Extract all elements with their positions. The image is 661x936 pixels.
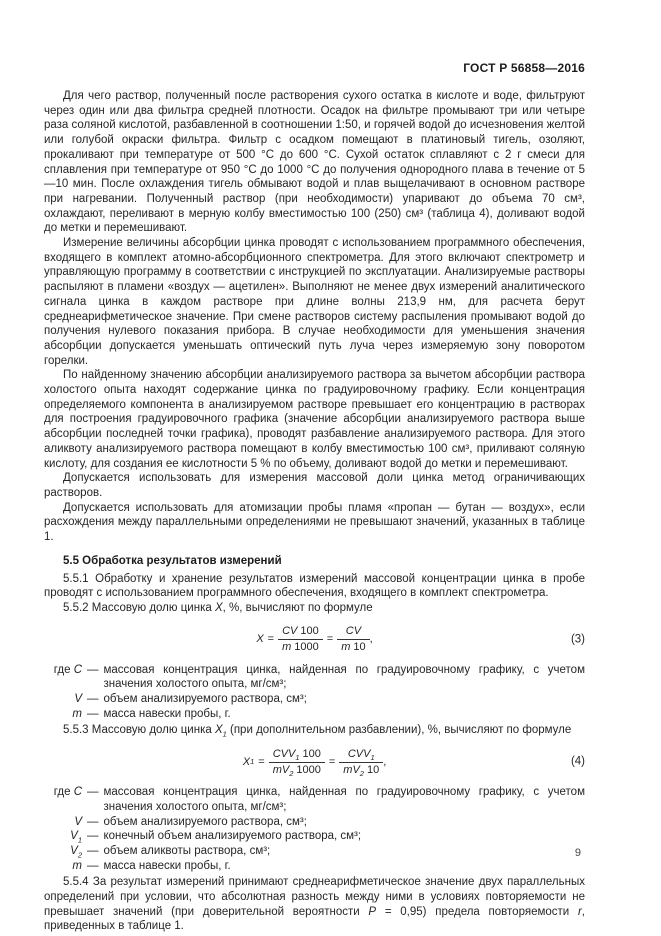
paragraph-5-5-4-tail: , приведенных в таблице 1.	[44, 905, 585, 933]
denominator-const: 10	[353, 641, 366, 654]
fraction-2-numerator	[337, 625, 369, 640]
dash: —	[87, 786, 99, 799]
where-var: V	[74, 815, 82, 828]
paragraph-5-5-1: 5.5.1 Обработку и хранение результатов измерений массовой концентрации цинка в пробе проводят с использованием программного обеспечения, входящего в комплект спектрометра.	[44, 572, 585, 600]
dash: —	[87, 815, 99, 828]
section-heading-5-5: 5.5 Обработка результатов измерений	[63, 554, 282, 567]
numerator-const: 100	[300, 625, 319, 638]
where-desc: масса навески пробы, г.	[103, 707, 231, 720]
formula-4-expression: X 1 = $\frac{CVV_1 100}{mV_2 1000}$ = $\frac{CVV_1}{mV_2 10}$ ,	[242, 747, 387, 778]
paragraph-propane-butane-flame: Допускается использовать для атомизации пробы пламя «пропан — бутан — воздух», если расхождения между параллельными определениями не превышают значений, указанных в таблице 1.	[44, 501, 585, 544]
dash: —	[87, 663, 99, 676]
formula-4-lhs: X	[242, 755, 251, 768]
paragraph-filtration: Для чего раствор, полученный после растворения сухого остатка в кислоте и воде, фильтруют через один или два фильтра средней плотности. Осадок на фильтре промывают три или четыре раза соляной кислотой, разбавленной в соотношении 1:50, и горячей водой до исчезновения желтой или голубой окраски фильтра. Фильтр с осадком помещают в платиновый тигель, озоляют, прокаливают при температуре от 500 °С до 600 °С. Сухой остаток сплавляют с 2 г смеси для сплавления при температуре от 950 °С до 1000 °С до получения однородного плава в течение от 5—10 мин. После охлаждения тигель обмывают водой и плав выщелачивают в основном растворе при нагревании. Полученный раствор (при необходимости) упаривают до объема 70 см³, охлаждают, переливают в мерную колбу вместимостью 100 (250) см³ (таблица 4), доливают водой до метки и перемешивают.	[44, 90, 585, 235]
where-desc: объем анализируемого раствора, см³;	[103, 815, 307, 828]
denominator-sub: 2	[359, 768, 364, 778]
fraction-1	[269, 748, 325, 777]
numerator-sub: 1	[370, 752, 375, 762]
dash: —	[87, 830, 99, 843]
paragraph-5-5-4-text: 5.5.4 За результат измерений принимают среднеарифметическое значение двух параллельных определений при условии, что абсолютная разность между ними в условиях повторяемости не превышает значений (при доверительной вероятности	[44, 876, 585, 918]
where-desc: объем анализируемого раствора, см³;	[103, 693, 307, 706]
dash: —	[87, 693, 99, 706]
paragraph-5-5-4	[44, 875, 585, 934]
variable-x: X	[214, 601, 223, 614]
where-var: m	[72, 859, 82, 872]
numerator-vars: CVV	[272, 747, 296, 760]
where-desc: масса навески пробы, г.	[103, 859, 231, 872]
formula-3-number: (3)	[570, 633, 585, 646]
dash: —	[87, 859, 99, 872]
formula-4-comma: ,	[383, 755, 387, 768]
denominator-vars: m	[341, 641, 351, 654]
paragraph-calibration-graph: По найденному значению абсорбции анализируемого раствора за вычетом абсорбции раствора холостого опыта находят содержание цинка по градуировочному графику. Если концентрация определяемого компонента в анализируемом растворе превышает его концентрацию в растворах для построения градуировочного графика (значение абсорбции анализируемого раствора выше абсорбции последней точки графика), проводят разбавление анализируемого раствора. Для этого аликвоту анализируемого раствора помещают в колбу вместимостью 100 см³, приливают соляную кислоту, для создания ее кислотности 5 % по объему, доливают водой до метки и перемешивают.	[44, 369, 585, 470]
formula-4	[44, 745, 585, 779]
equals-sign: =	[326, 633, 334, 646]
formula-3-lhs: X	[256, 633, 264, 646]
formula-3-expression	[256, 625, 372, 654]
where-lead: где	[53, 786, 74, 799]
where-list-formula-4	[44, 785, 585, 873]
denominator-vars: mV	[343, 763, 360, 776]
numerator-const: 100	[302, 747, 321, 760]
where-var-sub: 1	[77, 835, 82, 845]
dash: —	[87, 844, 99, 857]
where-item-m	[44, 707, 585, 722]
where-desc: массовая концентрация цинка, найденная по градуировочному графику, с учетом значения холостого опыта, мг/см³;	[103, 786, 585, 813]
equals-sign: =	[328, 755, 336, 768]
denominator-vars: m	[282, 641, 292, 654]
where-term	[44, 663, 82, 692]
fraction-1	[278, 625, 323, 654]
paragraph-5-5-2	[44, 601, 585, 616]
where-desc: массовая концентрация цинка, найденная по градуировочному графику, с учетом значения холостого опыта, мг/см³;	[103, 663, 585, 691]
where-term	[44, 692, 82, 707]
fraction-1-denominator	[278, 640, 323, 654]
formula-3	[44, 623, 585, 657]
where-item-v1	[44, 829, 585, 844]
paragraph-5-5-4-mid: = 0,95) предела повторяемости	[376, 905, 578, 918]
numerator-vars: CV	[345, 625, 362, 638]
dash: —	[87, 707, 99, 720]
where-term	[44, 707, 82, 722]
where-term	[44, 829, 82, 844]
where-term	[44, 815, 82, 830]
paragraph-limiting-solutions: Допускается использовать для измерения массовой доли цинка метод ограничивающих растворов.	[44, 472, 585, 499]
formula-4-number: (4)	[570, 755, 585, 768]
where-list-formula-3	[44, 663, 585, 722]
where-var: C	[73, 663, 82, 676]
fraction-1-numerator	[269, 748, 325, 763]
where-lead: где	[53, 663, 74, 676]
fraction-2-denominator	[339, 763, 383, 777]
fraction-2-denominator	[337, 640, 369, 654]
variable-r: r	[577, 905, 582, 918]
where-term	[44, 859, 82, 874]
fraction-2	[339, 748, 383, 777]
where-item-c	[44, 785, 585, 814]
paragraph-5-5-3-text: 5.5.3 Массовую долю цинка	[63, 724, 215, 737]
where-item-m	[44, 859, 585, 874]
page-number: 9	[574, 847, 581, 859]
formula-3-comma: ,	[369, 633, 373, 646]
equals-sign: =	[258, 755, 265, 768]
denominator-vars: mV	[272, 763, 290, 776]
where-item-v	[44, 692, 585, 707]
fraction-2-numerator	[339, 748, 383, 763]
where-term	[44, 785, 82, 814]
where-var: V	[74, 693, 82, 706]
paragraph-5-5-3	[44, 723, 585, 738]
where-item-v2	[44, 844, 585, 859]
numerator-vars: CV	[282, 625, 298, 638]
variable-x1: X	[214, 724, 223, 737]
denominator-const: 1000	[296, 763, 321, 776]
paragraph-absorption-measurement: Измерение величины абсорбции цинка проводят с использованием программного обеспечения, входящего в комплект атомно-абсорбционного спектрометра. Для этого включают спектрометр и управляющую программу в соответствии с инструкцией по эксплуатации. Анализируемые растворы распыляют в пламени «воздух — ацетилен». Выполняют не менее двух измерений аналитического сигнала цинка в каждом растворе при длине волны 213,9 нм, для расчета берут среднеарифметическое значение. При смене растворов систему распыления промывают водой до получения нулевого показания прибора. В случае необходимости для уменьшения значения абсорбции допускается уменьшать оптический путь луча через измеряемую зону поворотом горелки.	[44, 237, 585, 367]
where-item-v	[44, 815, 585, 830]
where-desc: объем аликвоты раствора, см³;	[103, 844, 271, 857]
doc-number-header: ГОСТ Р 56858—2016	[463, 61, 585, 75]
fraction-1-denominator	[269, 763, 325, 777]
equals-sign: =	[267, 633, 275, 646]
where-term	[44, 844, 82, 859]
where-var-sub: 2	[77, 850, 82, 860]
variable-p: P	[368, 905, 377, 918]
where-var: V	[70, 844, 78, 857]
where-var: V	[70, 830, 78, 843]
paragraph-5-5-2-text: 5.5.2 Массовую долю цинка	[63, 601, 215, 614]
where-var: m	[72, 707, 82, 720]
where-item-c	[44, 663, 585, 692]
numerator-vars: CVV	[347, 747, 371, 760]
fraction-1-numerator	[278, 625, 323, 640]
where-desc: конечный объем анализируемого раствора, см³;	[103, 830, 362, 843]
fraction-2	[337, 625, 369, 654]
denominator-const: 10	[366, 763, 380, 776]
document-body	[44, 89, 585, 934]
denominator-const: 1000	[294, 641, 319, 654]
variable-x1-sub: 1	[222, 729, 227, 739]
where-var: C	[73, 786, 82, 799]
paragraph-5-5-3-tail: (при дополнительном разбавлении), %, вычисляют по формуле	[226, 724, 572, 737]
numerator-sub: 1	[295, 752, 300, 762]
denominator-sub: 2	[289, 768, 294, 778]
paragraph-5-5-2-tail: , %, вычисляют по формуле	[222, 601, 373, 614]
